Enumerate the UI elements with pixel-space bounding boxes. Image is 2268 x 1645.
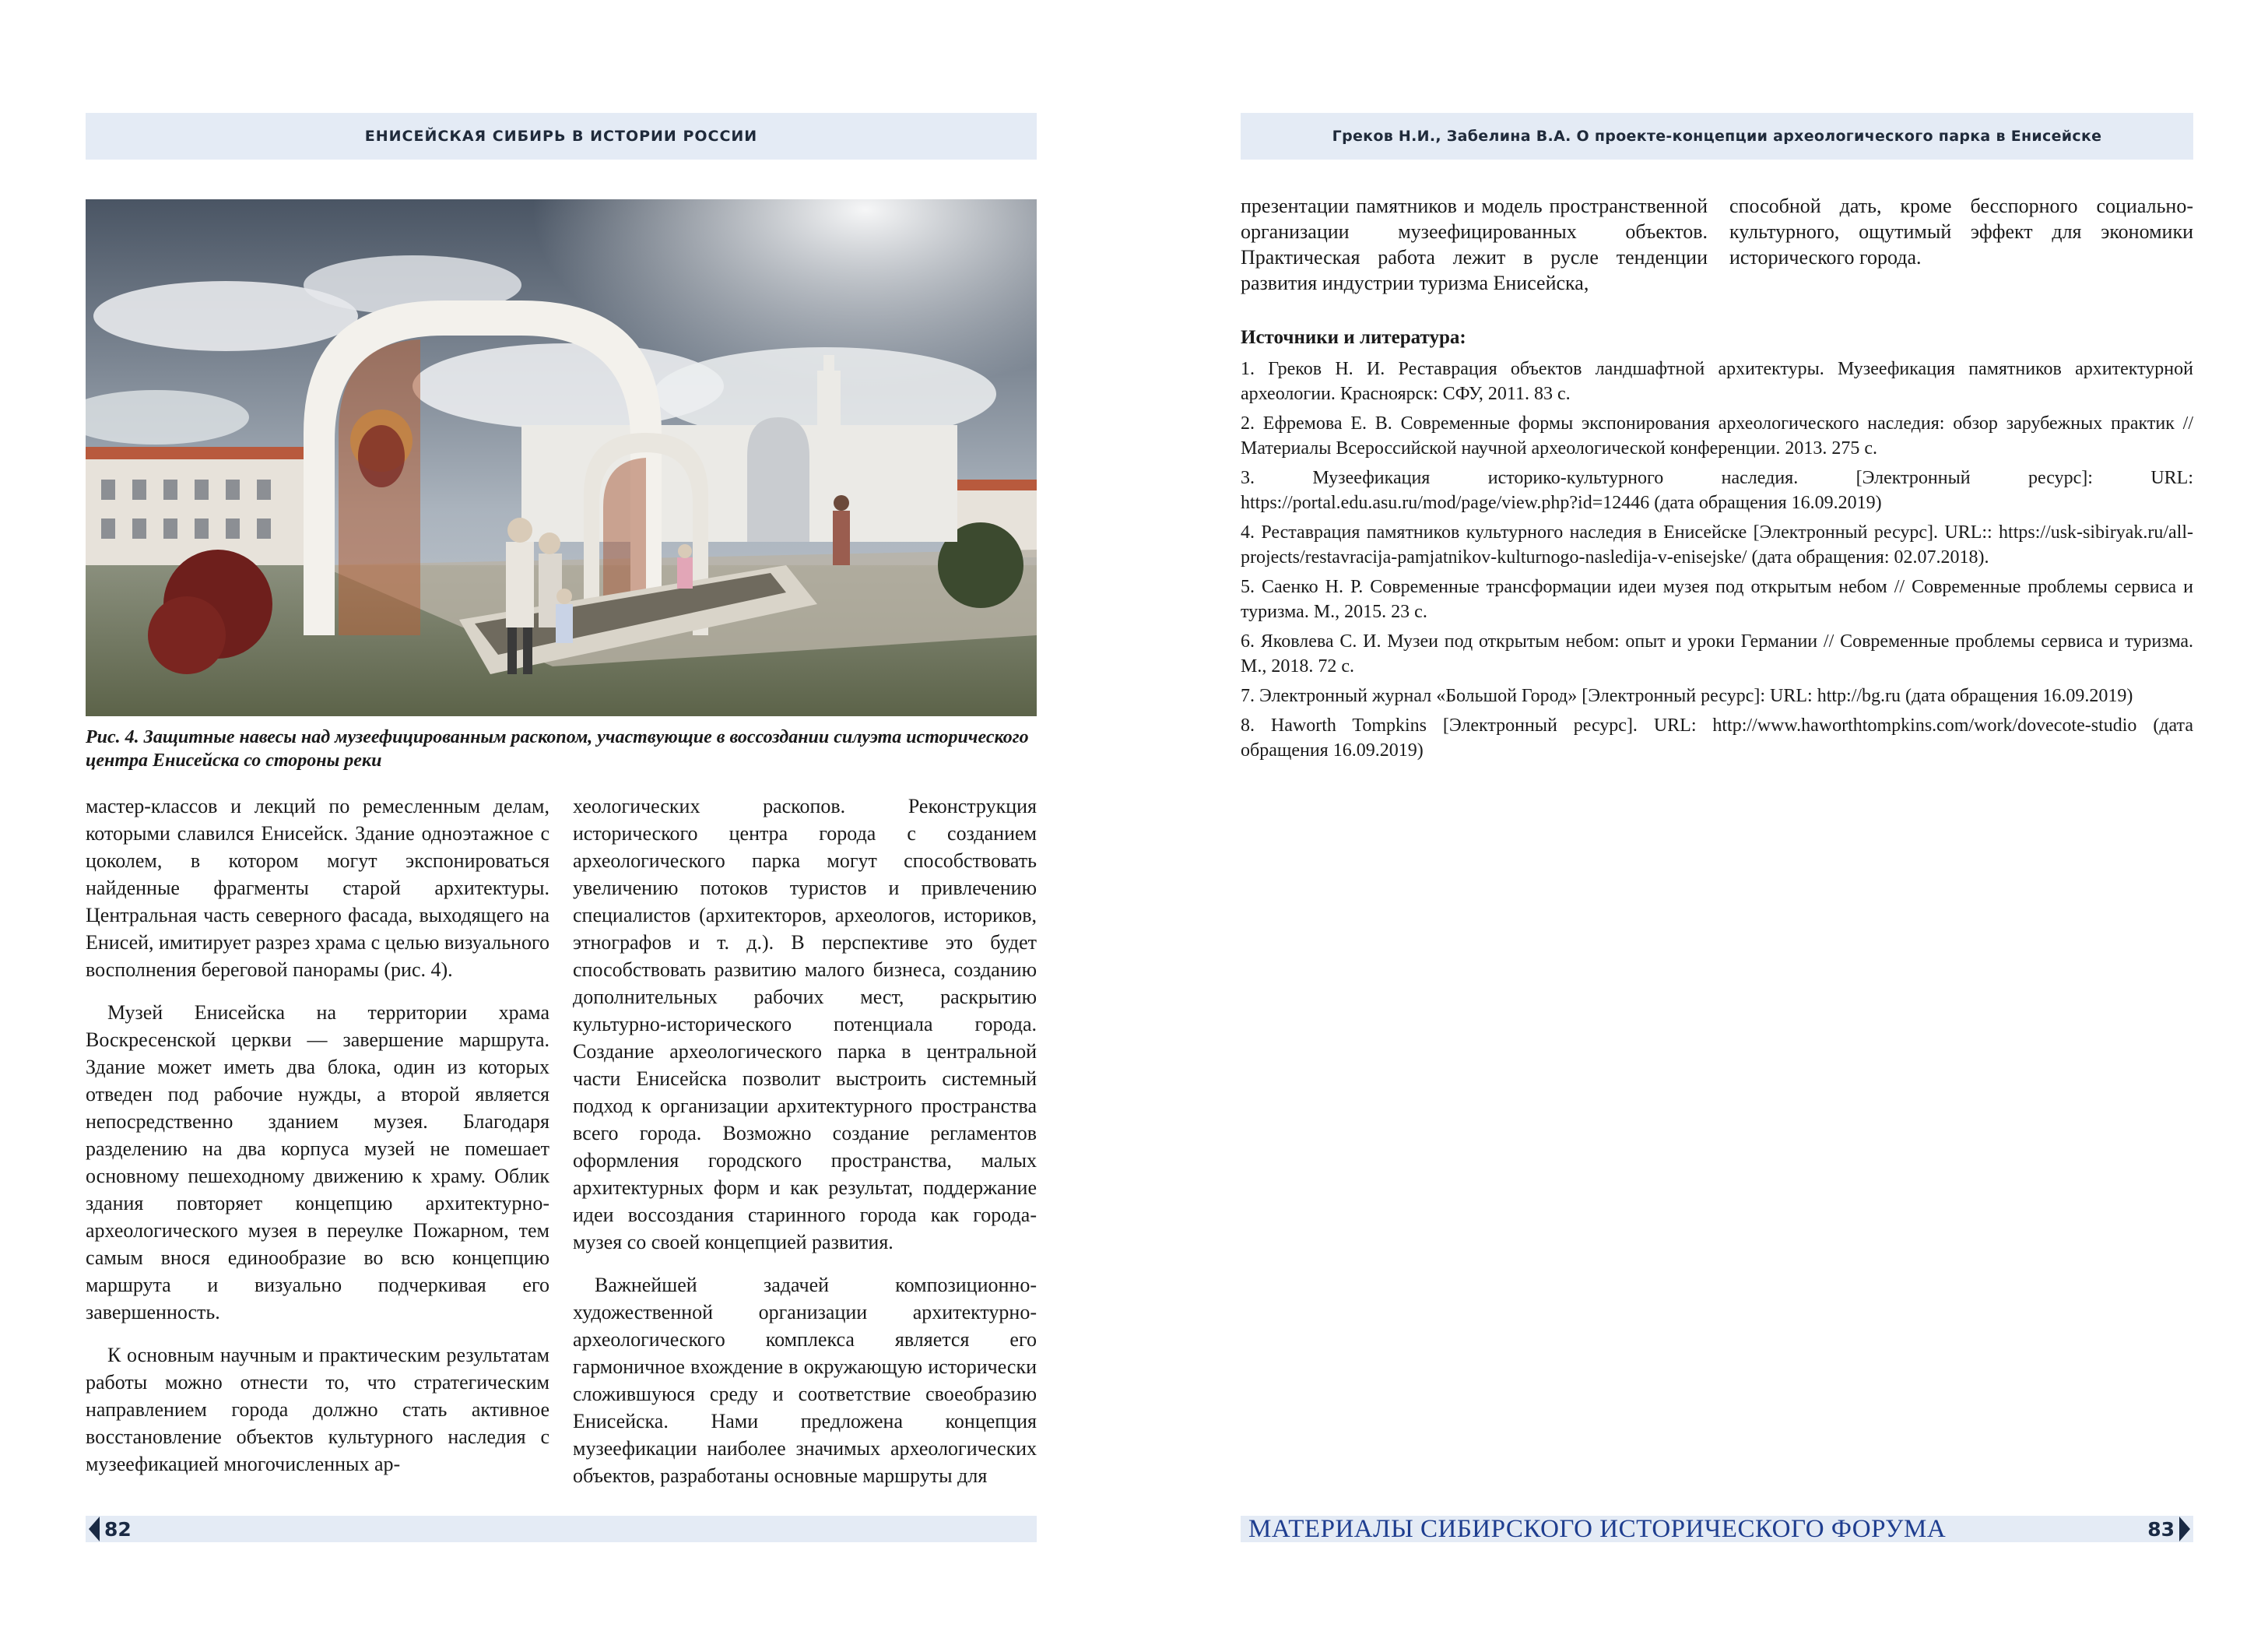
paragraph: К основным научным и практическим результатам работы можно отнести то, что стратегическим направлением города должно стать активное восстановление объектов культурного наследия с музеефикацией многочисленных ар- [86,1344,549,1475]
source-item: 1. Греков Н. И. Реставрация объектов ландшафтной архитектуры. Музеефикация памятников архитектурной археологии. Красноярск: СФУ, 2011. 83 с. [1241,359,2193,404]
source-item: 3. Музеефикация историко-культурного наследия. [Электронный ресурс]: URL: https://portal.edu.asu.ru/mod/page/view.php?id=12446 (дата обращения 16.09.2019) [1241,468,2193,513]
paragraph: мастер-классов и лекций по ремесленным делам, которыми славился Енисейск. Здание одноэтажное с цоколем, в котором могут экспонироваться найденные фрагменты старой архитектуры. Центральная часть северного фасада, выходящего на Енисей, имитирует разрез храма с целью визуального восполнения береговой панорамы (рис. 4). [86,795,549,981]
footer-right [1241,1516,2193,1542]
series-title: МАТЕРИАЛЫ СИБИРСКОГО ИСТОРИЧЕСКОГО ФОРУМА [1248,1514,1947,1543]
right-page-column-1 [1241,193,1708,296]
footer-left [86,1516,1037,1542]
chevron-right-icon [2179,1517,2190,1541]
source-item: 7. Электронный журнал «Большой Город» [Электронный ресурс]: URL: http://bg.ru (дата обращения 16.09.2019) [1241,686,2133,706]
left-page-column-1 [86,793,549,1478]
running-header-left-text: ЕНИСЕЙСКАЯ СИБИРЬ В ИСТОРИИ РОССИИ [364,128,758,145]
sources-title: Источники и литература: [1241,327,1466,348]
running-header-right [1241,113,2193,160]
sources-section [1241,327,2193,768]
source-item: 2. Ефремова Е. В. Современные формы экспонирования археологического наследия: обзор зарубежных практик // Материалы Всероссийской научной археологической конференции. 2013. 275 с. [1241,413,2193,459]
paragraph: презентации памятников и модель пространственной организации музеефицированных объектов. Практическая работа лежит в русле тенденции развития индустрии туризма Енисейска, [1241,195,1708,294]
page-number-left: 82 [104,1517,132,1541]
source-item: 6. Яковлева С. И. Музеи под открытым небом: опыт и уроки Германии // Современные проблемы сервиса и туризма. М., 2018. 72 с. [1241,631,2193,677]
source-item: 8. Haworth Tompkins [Электронный ресурс]. URL: http://www.haworthtompkins.com/work/dovecote-studio (дата обращения 16.09.2019) [1241,715,2193,761]
paragraph: Важнейшей задачей композиционно-художественной организации архитектурно-археологического комплекса является его гармоничное вхождение в окружающую исторически сложившуюся среду и соответствие своеобразию Енисейска. Нами предложена концепция музеефикации наиболее значимых археологических объектов, разработаны основные маршруты для [573,1274,1037,1487]
chevron-left-icon [89,1517,100,1541]
right-page-column-2 [1729,193,2193,270]
paragraph: хеологических раскопов. Реконструкция исторического центра города с созданием археологического парка могут способствовать увеличению потоков туристов и привлечению специалистов (архитекторов, археологов, историков, этнографов и т. д.). В перспективе это будет способствовать развитию малого бизнеса, созданию дополнительных рабочих мест, раскрытию культурно-исторического потенциала города. Создание археологического парка в центральной части Енисейска позволит выстроить системный подход к организации архитектурного пространства всего города. Возможно создание регламентов оформления городского пространства, малых архитектурных форм и как результат, поддержание идеи воссоздания старинного города как города-музея со своей концепцией развития. [573,795,1037,1253]
figure-4-rendering [86,199,1037,716]
running-header-left [86,113,1037,160]
running-header-right-text: Греков Н.И., Забелина В.А. О проекте-концепции археологического парка в Енисейске [1332,128,2102,145]
left-page-column-2 [573,793,1037,1489]
figure-caption: Рис. 4. Защитные навесы над музеефицированным раскопом, участвующие в воссоздании силуэта исторического центра Енисейска со стороны реки [86,727,1029,771]
page-number-right: 83 [2147,1517,2175,1541]
paragraph: способной дать, кроме бесспорного социально-культурного, ощутимый эффект для экономики исторического города. [1729,195,2193,269]
source-item: 4. Реставрация памятников культурного наследия в Енисейске [Электронный ресурс]. URL:: https://usk-sibiryak.ru/all-projects/restavracija-pamjatnikov-kulturnogo-nasledija-v-enisejske/ (дата обращения: 02.07.2018). [1241,522,2193,568]
paragraph: Музей Енисейска на территории храма Воскресенской церкви — завершение маршрута. Здание может иметь два блока, один из которых отведен под рабочие нужды, а второй является непосредственно зданием музея. Благодаря разделению на два корпуса музей не помешает основному пешеходному движению к храму. Облик здания повторяет концепцию архитектурно-археологического музея в переулке Пожарном, тем самым внося единообразие во всю концепцию маршрута и визуально подчеркивая его завершенность. [86,1001,549,1323]
source-item: 5. Саенко Н. Р. Современные трансформации идеи музея под открытым небом // Современные проблемы сервиса и туризма. М., 2015. 23 с. [1241,577,2193,622]
